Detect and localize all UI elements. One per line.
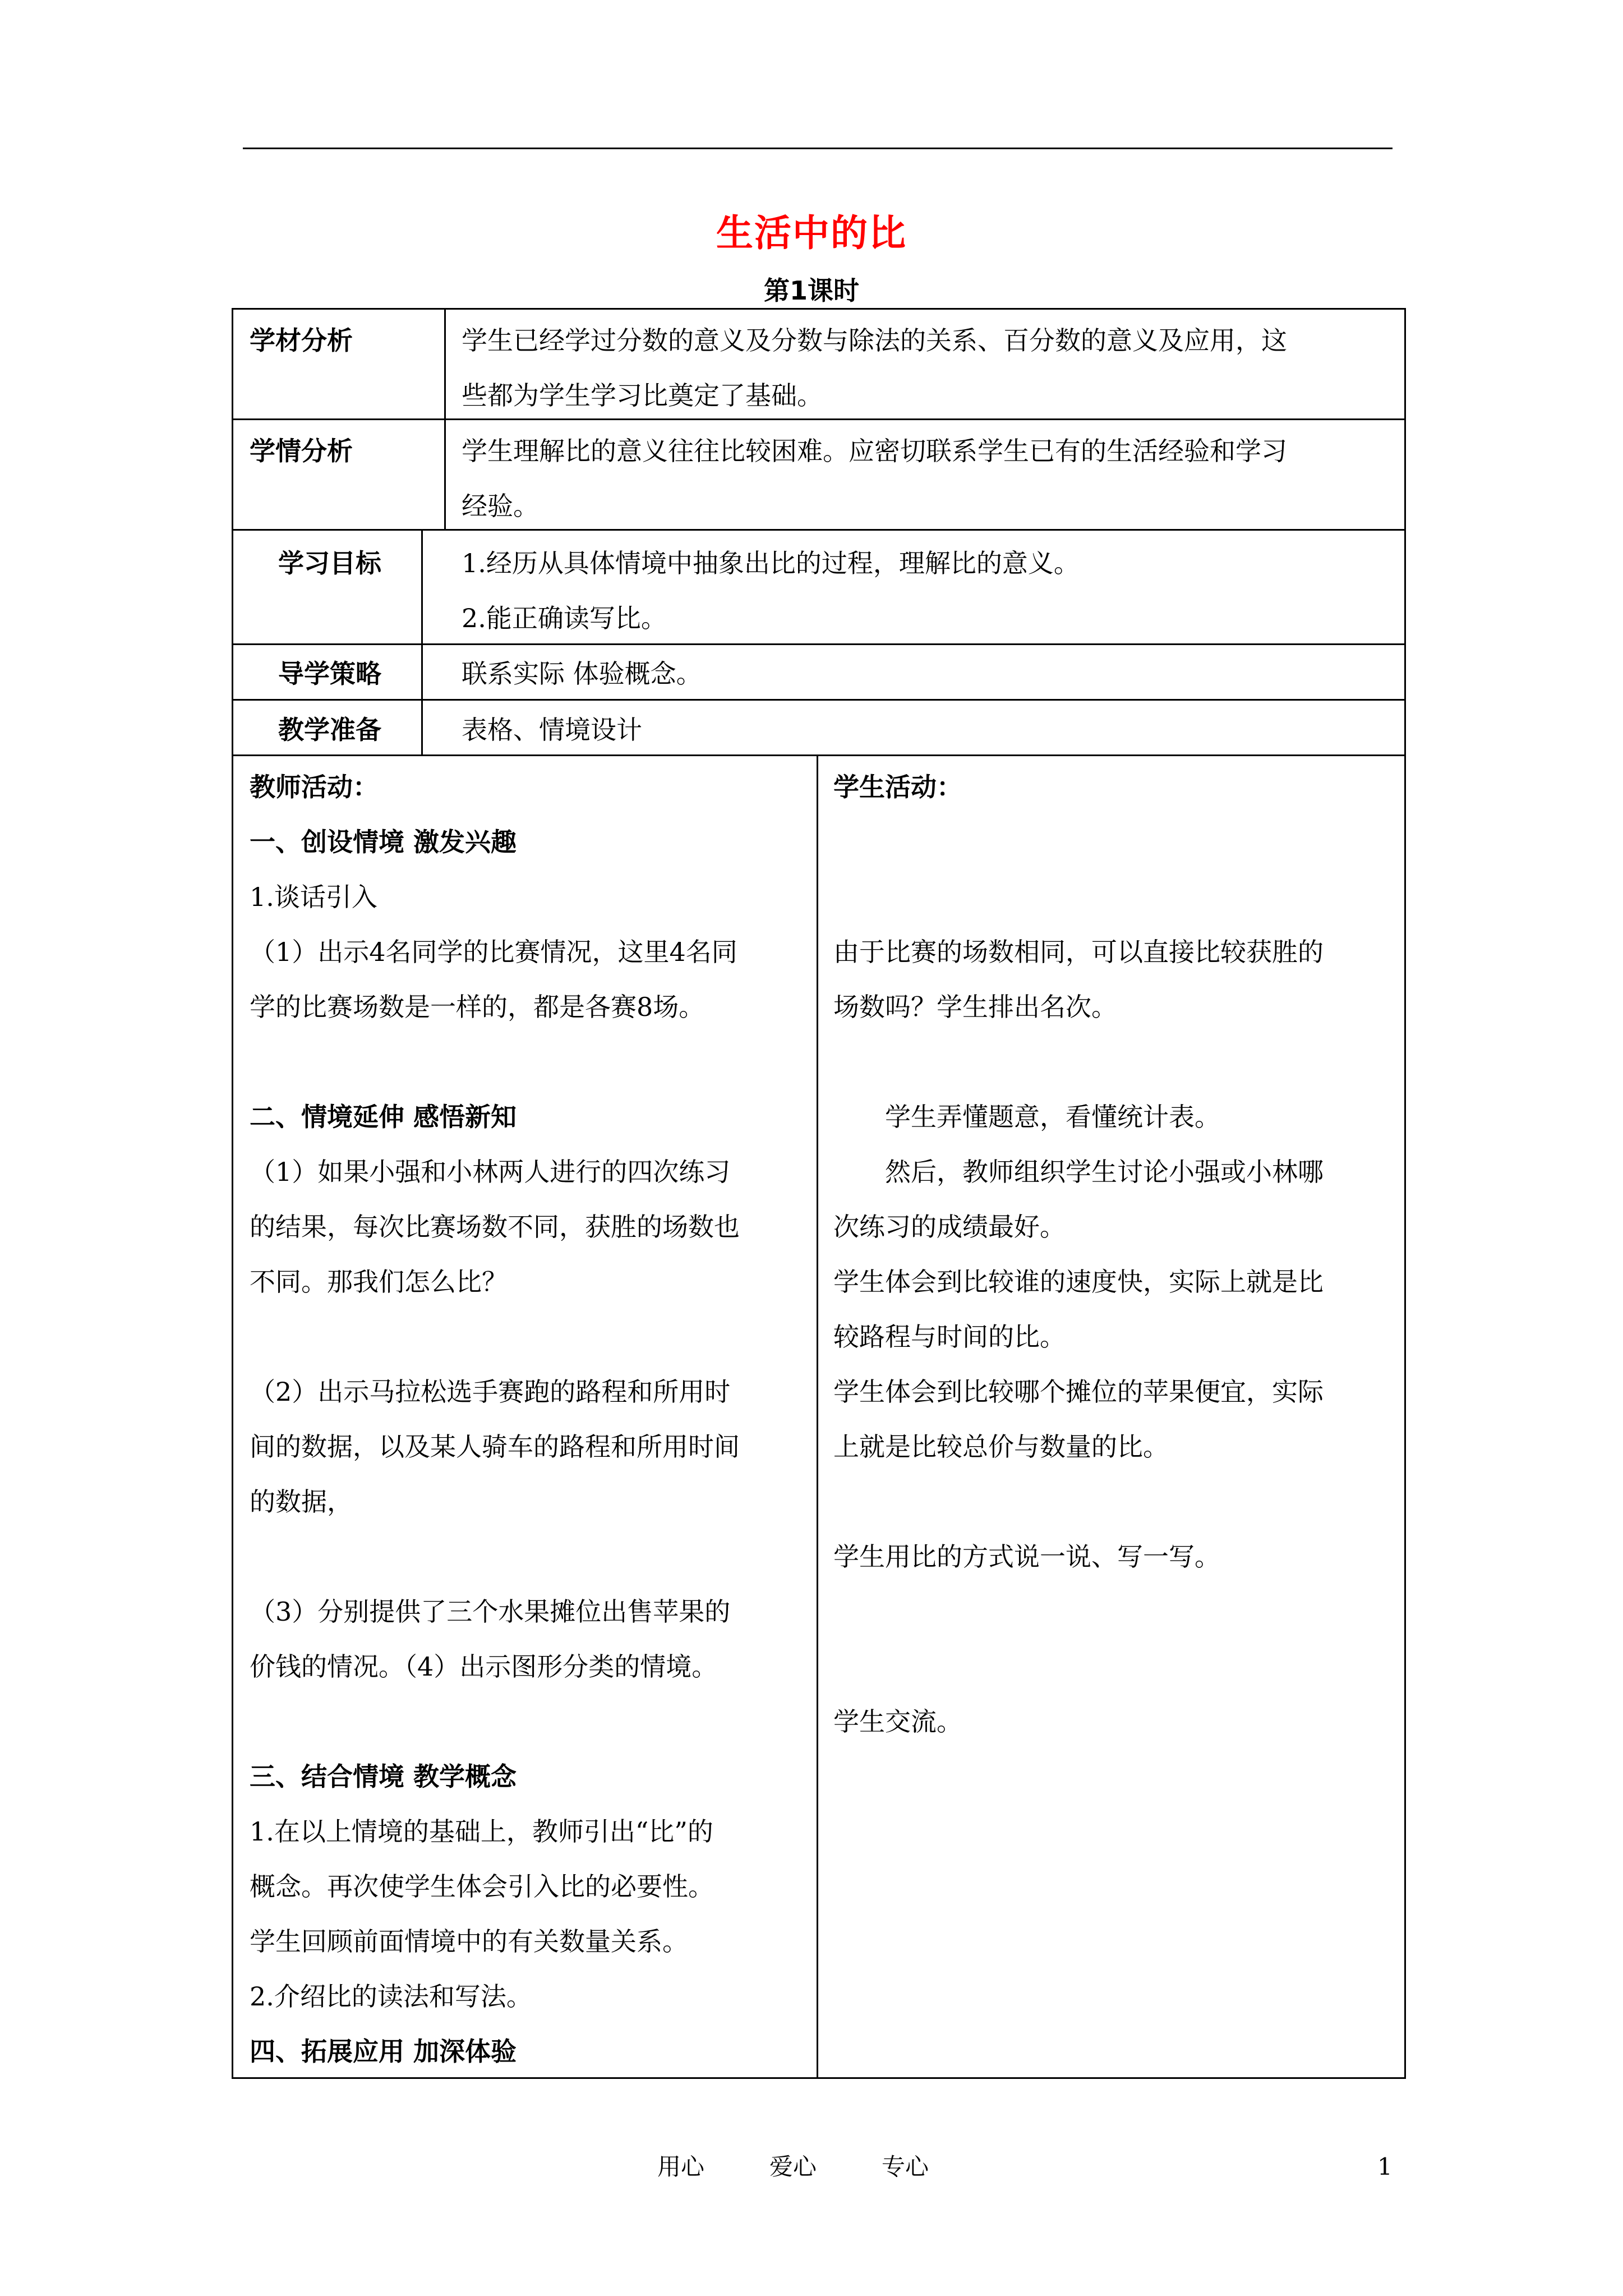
teacher-line: 不同。那我们怎么比？ bbox=[250, 1267, 508, 1297]
student-line: 上就是比较总价与数量的比。 bbox=[833, 1432, 1169, 1462]
lesson-plan-table bbox=[232, 308, 1406, 2079]
row-text: 些都为学生学习比奠定了基础。 bbox=[462, 380, 823, 411]
student-line: 然后，教师组织学生讨论小强或小林哪 bbox=[885, 1157, 1324, 1187]
student-line: 学生交流。 bbox=[833, 1706, 962, 1737]
teacher-line: （1）出示4名同学的比赛情况，这里4名同 bbox=[250, 937, 737, 967]
student-line: 由于比赛的场数相同，可以直接比较获胜的 bbox=[833, 937, 1324, 967]
section-heading: 三、结合情境 教学概念 bbox=[250, 1761, 517, 1792]
row-label: 学习目标 bbox=[278, 548, 381, 578]
row-text: 联系实际 体验概念。 bbox=[462, 659, 702, 689]
header-rule bbox=[243, 148, 1393, 149]
row-text: 2.能正确读写比。 bbox=[462, 603, 667, 633]
page-number: 1 bbox=[1377, 2153, 1393, 2180]
row-divider bbox=[232, 754, 1406, 756]
row-divider bbox=[232, 643, 1406, 645]
footer-text: 用心 bbox=[657, 2153, 705, 2180]
row-text: 1.经历从具体情境中抽象出比的过程，理解比的意义。 bbox=[462, 548, 1080, 578]
row-label: 学情分析 bbox=[250, 436, 353, 466]
row-divider bbox=[232, 699, 1406, 701]
teacher-line: 的结果，每次比赛场数不同，获胜的场数也 bbox=[250, 1212, 740, 1242]
table-border-top bbox=[232, 308, 1406, 310]
activity-column-divider bbox=[817, 754, 818, 2078]
teacher-line: （1）如果小强和小林两人进行的四次练习 bbox=[250, 1157, 731, 1187]
row-label: 导学策略 bbox=[278, 659, 381, 689]
teacher-line: 学的比赛场数是一样的，都是各赛8场。 bbox=[250, 992, 705, 1022]
student-line: 次练习的成绩最好。 bbox=[833, 1212, 1066, 1242]
footer-text: 爱心 bbox=[769, 2153, 817, 2180]
teacher-line: 1.在以上情境的基础上，教师引出“比”的 bbox=[250, 1816, 713, 1847]
row-text: 表格、情境设计 bbox=[462, 715, 642, 745]
row-label: 学材分析 bbox=[250, 325, 353, 356]
section-heading: 四、拓展应用 加深体验 bbox=[250, 2036, 517, 2067]
label-column-divider bbox=[421, 529, 423, 755]
student-line: 学生体会到比较哪个摊位的苹果便宜，实际 bbox=[833, 1377, 1324, 1407]
student-activity-heading: 学生活动： bbox=[833, 772, 962, 802]
label-column-divider bbox=[444, 308, 446, 530]
table-border-left bbox=[232, 308, 233, 2079]
section-heading: 二、情境延伸 感悟新知 bbox=[250, 1102, 517, 1132]
section-heading: 一、创设情境 激发兴趣 bbox=[250, 827, 517, 857]
student-line: 学生用比的方式说一说、写一写。 bbox=[833, 1542, 1220, 1572]
page-subtitle: 第1课时 bbox=[763, 275, 859, 306]
row-text: 学生理解比的意义往往比较困难。应密切联系学生已有的生活经验和学习 bbox=[462, 436, 1287, 466]
row-label: 教学准备 bbox=[278, 715, 381, 745]
teacher-line: （2）出示马拉松选手赛跑的路程和所用时 bbox=[250, 1377, 731, 1407]
table-border-right bbox=[1404, 308, 1406, 2079]
teacher-line: 概念。再次使学生体会引入比的必要性。 bbox=[250, 1871, 714, 1902]
student-line: 较路程与时间的比。 bbox=[833, 1322, 1066, 1352]
student-line: 学生体会到比较谁的速度快，实际上就是比 bbox=[833, 1267, 1324, 1297]
student-line: 学生弄懂题意，看懂统计表。 bbox=[885, 1102, 1220, 1132]
page-title: 生活中的比 bbox=[716, 211, 907, 255]
student-line: 场数吗？学生排出名次。 bbox=[833, 992, 1117, 1022]
teacher-line: 2.介绍比的读法和写法。 bbox=[250, 1981, 532, 2012]
teacher-line: 学生回顾前面情境中的有关数量关系。 bbox=[250, 1926, 688, 1957]
teacher-line: （3）分别提供了三个水果摊位出售苹果的 bbox=[250, 1596, 731, 1627]
footer-text: 专心 bbox=[882, 2153, 929, 2180]
row-text: 学生已经学过分数的意义及分数与除法的关系、百分数的意义及应用，这 bbox=[462, 325, 1287, 356]
teacher-line: 1.谈话引入 bbox=[250, 882, 377, 912]
row-text: 经验。 bbox=[462, 491, 539, 521]
teacher-line: 价钱的情况。（4）出示图形分类的情境。 bbox=[250, 1651, 718, 1682]
teacher-line: 的数据， bbox=[250, 1487, 353, 1517]
table-border-bottom bbox=[232, 2077, 1406, 2079]
row-divider bbox=[232, 529, 1406, 531]
teacher-line: 间的数据，以及某人骑车的路程和所用时间 bbox=[250, 1432, 740, 1462]
teacher-activity-heading: 教师活动： bbox=[250, 772, 379, 802]
